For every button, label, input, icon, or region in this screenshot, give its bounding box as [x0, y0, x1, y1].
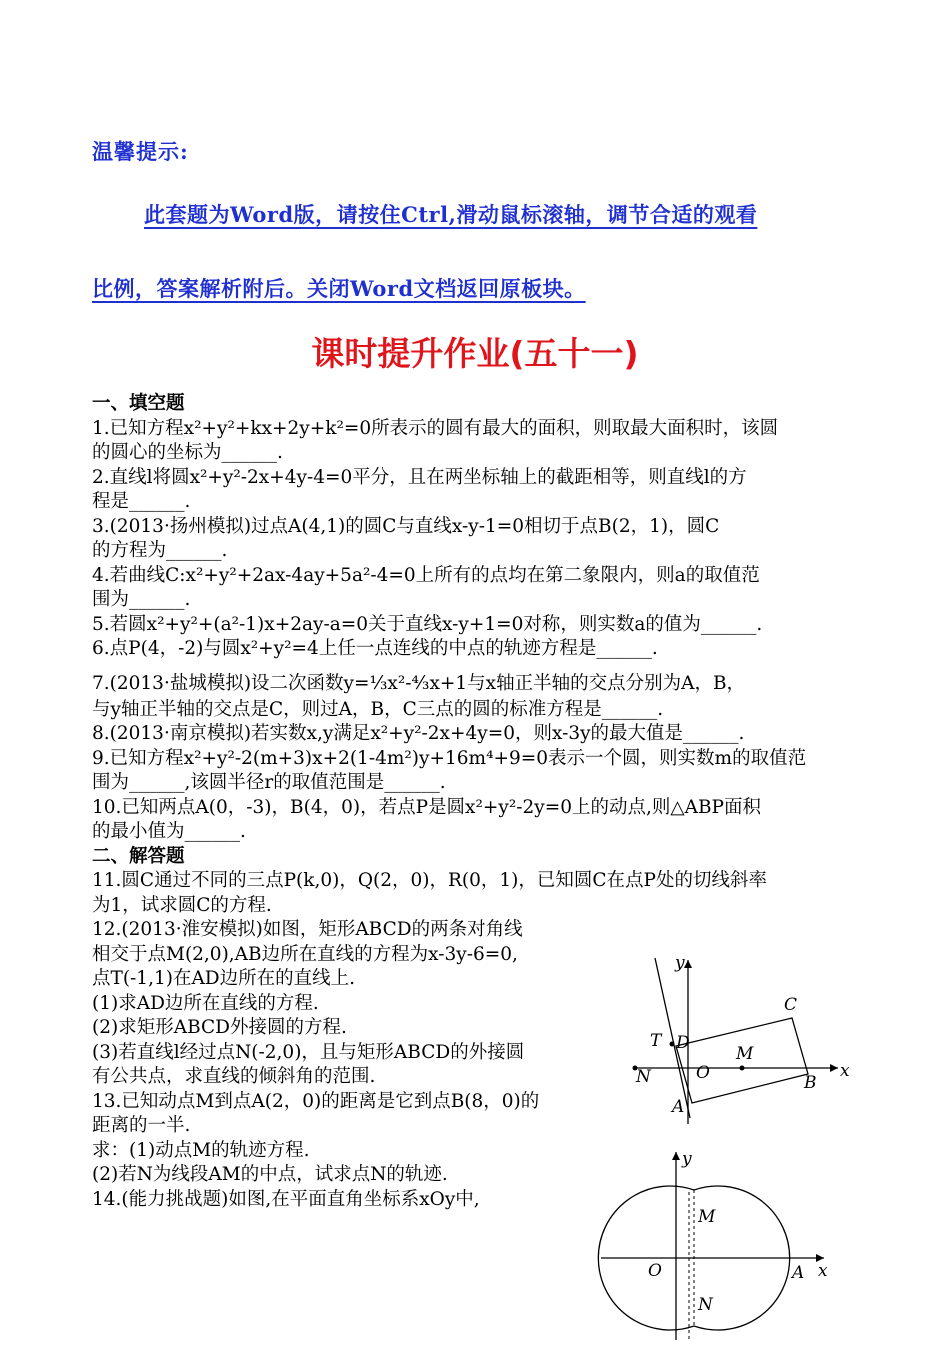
- text-line: 9.已知方程x²+y²-2(m+3)x+2(1-4m²)y+16m⁴+9=0表示一个圆，则实数m的取值范: [92, 747, 807, 769]
- text-line: 相交于点M(2,0),AB边所在直线的方程为x-3y-6=0,: [92, 943, 518, 965]
- figure-rectangle: [630, 948, 855, 1128]
- text-line: 点T(-1,1)在AD边所在的直线上.: [92, 968, 356, 989]
- text-line: 围为______.: [92, 589, 191, 610]
- fig2-label-y: y: [682, 1149, 692, 1169]
- text-line: 14.(能力挑战题)如图,在平面直角坐标系xOy中,: [92, 1188, 480, 1210]
- fig1-label-c: C: [784, 995, 798, 1015]
- text-line: 5.若圆x²+y²+(a²-1)x+2ay-a=0关于直线x-y+1=0对称，则实数a的值为______.: [92, 613, 763, 635]
- text-line: (3)若直线l经过点N(-2,0)，且与矩形ABCD的外接圆: [92, 1041, 525, 1063]
- page-title: 课时提升作业(五十一): [311, 334, 639, 373]
- text-line: 7.(2013·盐城模拟)设二次函数y=⅓x²-⁴⁄₃x+1与x轴正半轴的交点分别为A，B，: [92, 672, 746, 694]
- tip-line-2: 比例，答案解析附后。关闭Word文档返回原板块。: [92, 276, 586, 301]
- fig1-label-n: N: [636, 1067, 651, 1087]
- text-line: 10.已知两点A(0，-3)，B(4，0)，若点P是圆x²+y²-2y=0上的动点,则△ABP面积: [92, 796, 762, 818]
- fig1-label-b: B: [804, 1073, 817, 1093]
- fig2-label-n: N: [698, 1295, 713, 1315]
- fig2-label-a: A: [792, 1263, 805, 1283]
- text-line: 有公共点，求直线的倾斜角的范围.: [92, 1066, 376, 1087]
- text-line: 1.已知方程x²+y²+kx+2y+k²=0所表示的圆有最大的面积，则取最大面积时，该圆: [92, 417, 779, 439]
- problem-12-14-text: [92, 918, 622, 1212]
- text-line: 的圆心的坐标为______.: [92, 442, 283, 463]
- fig1-label-x: x: [840, 1061, 850, 1081]
- fig2-label-o: O: [648, 1261, 662, 1281]
- text-line: 与y轴正半轴的交点是C，则过A，B，C三点的圆的标准方程是______.: [92, 698, 664, 720]
- fig2-label-x: x: [818, 1261, 828, 1281]
- fig1-label-d: D: [676, 1033, 690, 1053]
- fig1-label-o: O: [696, 1063, 710, 1083]
- text-line: 的最小值为______.: [92, 821, 246, 842]
- fig1-label-y: y: [675, 953, 685, 973]
- text-line: 的方程为______.: [92, 540, 228, 561]
- tip-title: 温馨提示:: [92, 139, 189, 164]
- text-line: 为1，试求圆C的方程.: [92, 894, 272, 916]
- text-line: 8.(2013·南京模拟)若实数x,y满足x²+y²-2x+4y=0，则x-3y的最大值是______.: [92, 723, 745, 744]
- fig1-label-m: M: [736, 1044, 754, 1064]
- figure-circles: [596, 1148, 836, 1342]
- text-line: (2)求矩形ABCD外接圆的方程.: [92, 1017, 347, 1038]
- fig1-label-t: T: [650, 1031, 662, 1051]
- text-line: 12.(2013·淮安模拟)如图，矩形ABCD的两条对角线: [92, 919, 523, 940]
- fig2-label-m: M: [698, 1207, 716, 1227]
- text-line: (2)若N为线段AM的中点，试求点N的轨迹.: [92, 1164, 448, 1185]
- text-line: 2.直线l将圆x²+y²-2x+4y-4=0平分，且在两坐标轴上的截距相等，则直线l的方: [92, 466, 747, 488]
- text-line: 距离的一半.: [92, 1115, 191, 1136]
- text-line: 4.若曲线C:x²+y²+2ax-4ay+5a²-4=0上所有的点均在第二象限内，则a的取值范: [92, 564, 760, 586]
- text-line: 13.已知动点M到点A(2，0)的距离是它到点B(8，0)的: [92, 1090, 540, 1112]
- text-line: (1)求AD边所在直线的方程.: [92, 992, 319, 1014]
- text-line: 3.(2013·扬州模拟)过点A(4,1)的圆C与直线x-y-1=0相切于点B(2，1)，圆C: [92, 515, 720, 537]
- tip-line-1: 此套题为Word版，请按住Ctrl,滑动鼠标滚轴，调节合适的观看: [144, 202, 758, 227]
- text-line: 6.点P(4，-2)与圆x²+y²=4上任一点连线的中点的轨迹方程是______.: [92, 638, 658, 659]
- section-heading-solve: 二、解答题: [92, 845, 185, 867]
- text-line: 11.圆C通过不同的三点P(k,0)，Q(2，0)，R(0，1)，已知圆C在点P处的切线斜率: [92, 870, 767, 891]
- section-heading-fill: 一、填空题: [92, 393, 185, 414]
- text-line: 程是______.: [92, 491, 191, 512]
- fig1-label-a: A: [672, 1097, 685, 1117]
- text-line: 求：(1)动点M的轨迹方程.: [92, 1139, 310, 1161]
- text-line: 围为______,该圆半径r的取值范围是______.: [92, 772, 446, 793]
